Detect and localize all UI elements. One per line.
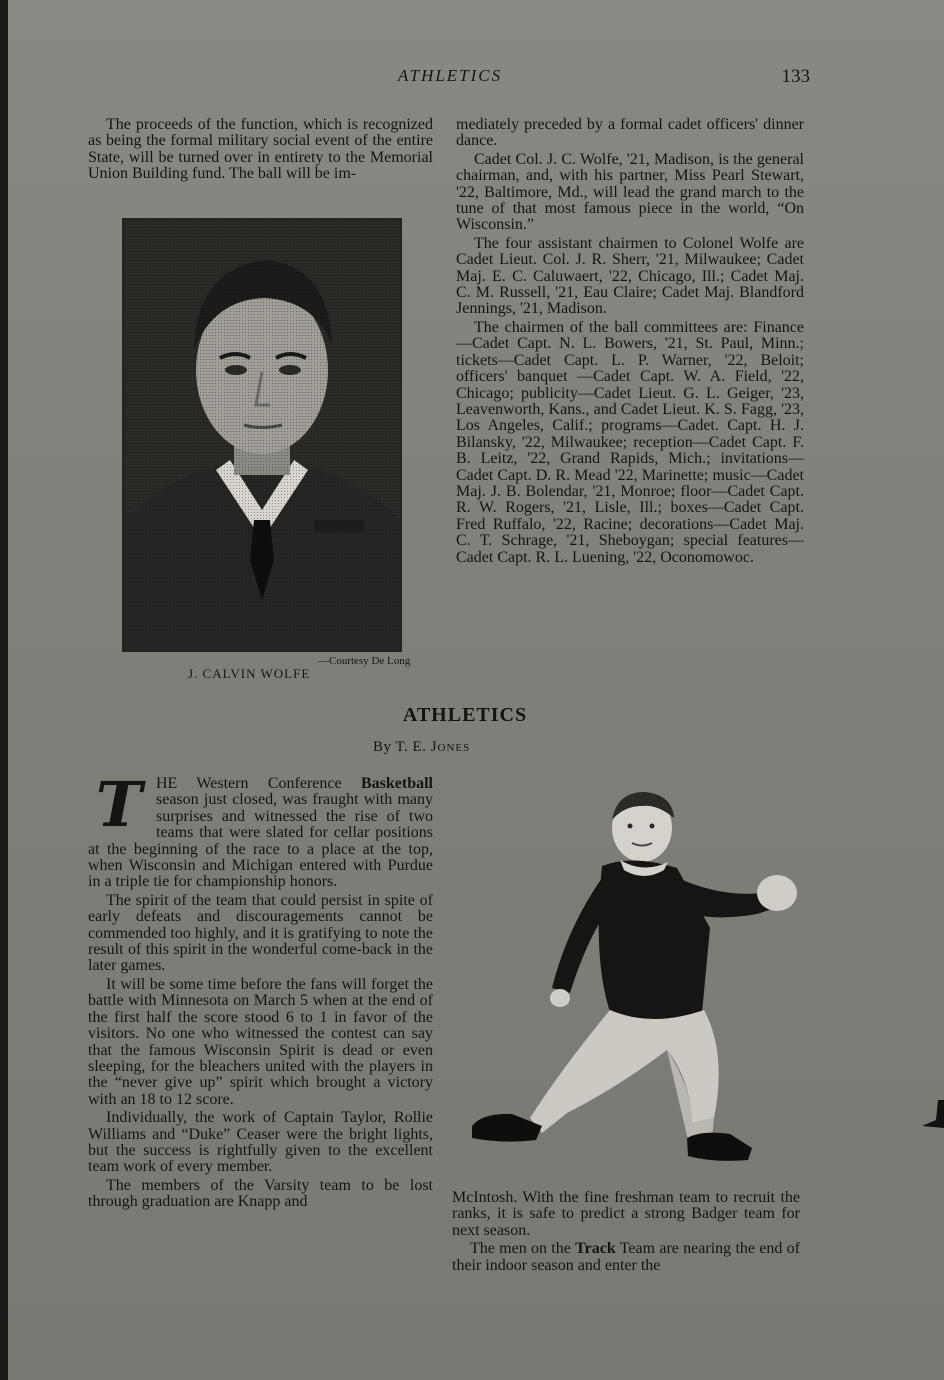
top-right-column: [456, 117, 804, 566]
paragraph: The members of the Varsity team to be lost through graduation are Knapp and: [88, 1176, 433, 1211]
article-left-column: [88, 768, 433, 1211]
paragraph: The spirit of the team that could persist in spite of early defeats and discouragements cannot be commended too highly, and it is gratifying to note the result of this spirit in the wonderful come-back in the later games.: [88, 891, 433, 975]
page-edge: [0, 0, 8, 1380]
paragraph: [452, 1241, 800, 1274]
article-byline: [373, 739, 470, 756]
lead-text-before: HE Western Conference: [156, 775, 361, 792]
paragraph: The proceeds of the function, which is recognized as being the formal military social event of the entire State, will be turned over in entirety to the Memorial Union Building fund. The ball will be im-: [88, 116, 433, 183]
athlete-illustration: [452, 788, 812, 1183]
track-after: Team are nearing the end of their indoor season and enter the: [452, 1240, 801, 1274]
lead-text-after: season just closed, was fraught with many surprises and witnessed the rise of two teams that were slated for cellar positions at the beginning of the race to a place at the top, when Wisconsin and Michigan entered with Purdue in a triple tie for championship honors.: [88, 791, 433, 891]
article-right-column: [452, 1190, 800, 1274]
binding-mark: [914, 1100, 944, 1140]
athlete-photo: [452, 788, 812, 1183]
drop-cap: T: [95, 768, 143, 841]
article-title: ATHLETICS: [402, 704, 528, 726]
track-before: The men on the: [470, 1240, 576, 1258]
portrait-photo: [122, 218, 402, 652]
paragraph: It will be some time before the fans will forget the battle with Minnesota on March 5 when at the end of the first half the score stood 6 to 1 in favor of the visitors. No one who witnessed the contest can say that the famous Wisconsin Spirit is dead or even sleeping, for the bleachers united with the players in the “never give up” spirit which brought a victory with an 18 to 12 score.: [88, 975, 433, 1108]
paragraph: Cadet Col. J. C. Wolfe, '21, Madison, is the general chairman, and, with his partner, Miss Pearl Stewart, '22, Baltimore, Md., will lead the grand march to the tune of that most famous piece in the world, “On Wisconsin.”: [456, 150, 804, 234]
paragraph: The four assistant chairmen to Colonel Wolfe are Cadet Lieut. Col. J. R. Sherr, '21, Milwaukee; Cadet Maj. E. C. Caluwaert, '22, Chicago, Ill.; Cadet Maj. C. M. Russell, '21, Eau Claire; Cadet Maj. Blandford Jennings, '21, Madison.: [456, 234, 804, 318]
lead-bold: Basketball: [360, 775, 433, 792]
photo-caption: J. CALVIN WOLFE: [188, 666, 311, 681]
paragraph: McIntosh. With the fine freshman team to recruit the ranks, it is safe to predict a strong Badger team for next season.: [452, 1189, 800, 1239]
track-bold: Track: [575, 1240, 616, 1258]
byline-prefix: By T. E.: [373, 739, 427, 755]
paragraph: mediately preceded by a formal cadet officers' dinner dance.: [456, 116, 804, 150]
halftone-screen: [124, 220, 400, 650]
page-number: 133: [781, 66, 810, 87]
byline-author: Jones: [430, 739, 471, 755]
paragraph: The chairmen of the ball committees are: Finance—Cadet Capt. N. L. Bowers, '21, St. Paul, Minn.; tickets—Cadet Capt. L. P. Warner, '22, Beloit; officers' banquet —Cadet Capt. W. A. Field, '22, Chicago; publicity—Cadet Lieut. G. L. Geiger, '23, Leavenworth, Kans., and Cadet Lieut. K. S. Fagg, '23, Los Angeles, Calif.; programs—Cadet. Capt. H. J. Bilansky, '22, Milwaukee; reception—Cadet Capt. F. B. Leitz, '22, Grand Rapids, Mich.; invitations—Cadet Capt. D. R. Mead '22, Marinette; music—Cadet Maj. J. B. Bolendar, '21, Monroe; floor—Cadet Capt. R. W. Rogers, '21, Lisle, Ill.; boxes—Cadet Capt. Fred Ruffalo, '22, Racine; decorations—Cadet Maj. C. T. Schrage, '21, Sheboygan; special features—Cadet Capt. R. L. Luening, '22, Oconomowoc.: [456, 318, 804, 566]
lead-paragraph: [88, 768, 433, 891]
top-left-column: [88, 117, 433, 183]
photo-credit: —Courtesy De Long: [318, 655, 411, 667]
paragraph: Individually, the work of Captain Taylor, Rollie Williams and “Duke” Ceaser were the bright lights, but the success is rightfully given to the excellent team work of every member.: [88, 1109, 433, 1176]
running-header: ATHLETICS: [397, 66, 503, 85]
